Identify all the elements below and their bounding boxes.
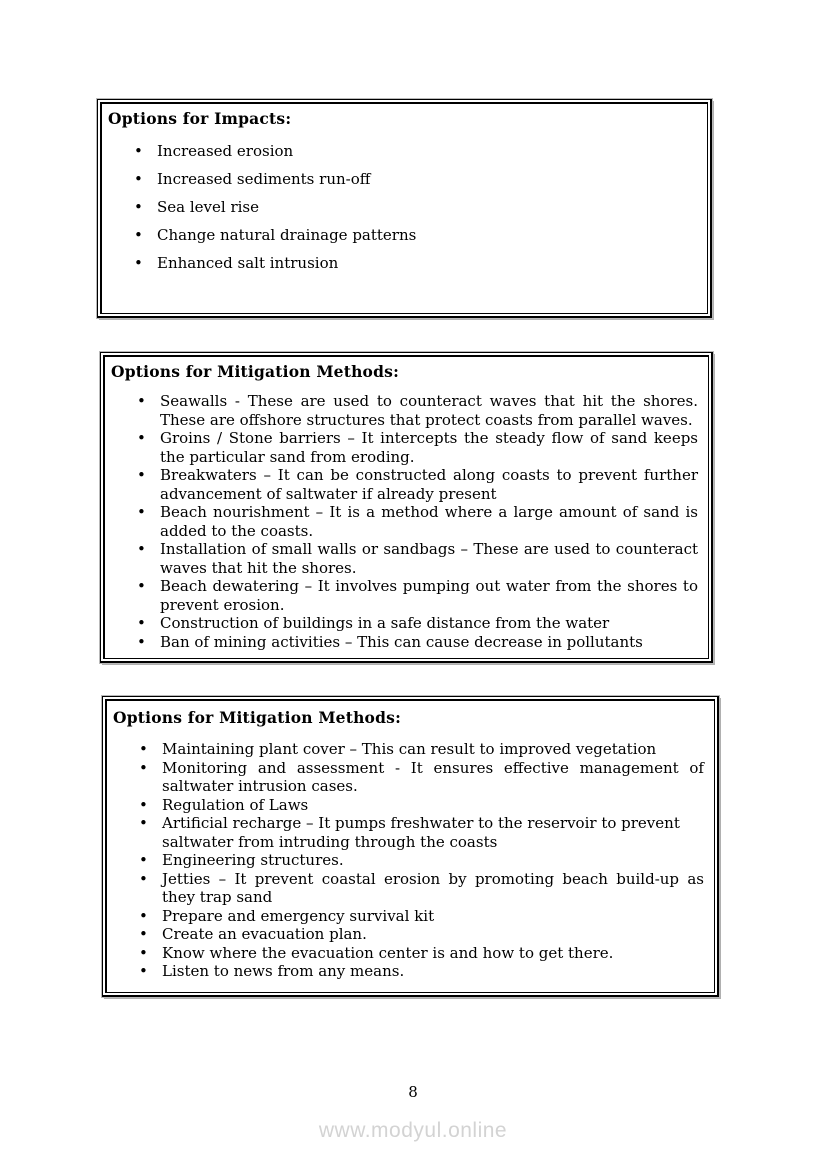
box-title: Options for Impacts: (108, 109, 292, 128)
list-item: • Change natural drainage patterns (108, 221, 699, 249)
list-item: • Sea level rise (108, 193, 699, 221)
bullet-icon: • (137, 577, 146, 595)
mitigation-options-box-1 (100, 352, 713, 663)
list-item: • Monitoring and assessment - It ensures effective management of saltwater intrusion cases. (139, 758, 704, 795)
bullet-icon: • (139, 962, 148, 980)
list-item: • Maintaining plant cover – This can result to improved vegetation (139, 740, 657, 758)
box-title: Options for Mitigation Methods: (111, 362, 399, 381)
list-item: • Construction of buildings in a safe distance from the water (137, 614, 610, 632)
bullet-icon: • (139, 943, 148, 962)
list-item: • Jetties – It prevent coastal erosion by promoting beach build-up as they trap sand (139, 869, 704, 906)
bullet-icon: • (137, 540, 146, 558)
list-item: • Beach dewatering – It involves pumping out water from the shores to prevent erosion. (137, 577, 698, 614)
list-item: • Groins / Stone barriers – It intercepts the steady flow of sand keeps the particular sand from eroding. (137, 429, 698, 466)
watermark: www.modyul.online (318, 1119, 508, 1142)
list-item: • Listen to news from any means. (139, 962, 405, 980)
bullet-icon: • (137, 503, 146, 521)
impacts-list (108, 137, 699, 277)
bullet-icon: • (134, 170, 143, 188)
list-item: • Know where the evacuation center is and how to get there. (139, 943, 614, 962)
list-item: • Artificial recharge – It pumps freshwater to the reservoir to prevent saltwater from intruding through the coasts (139, 814, 680, 851)
bullet-icon: • (139, 925, 148, 943)
bullet-icon: • (139, 906, 148, 925)
list-item: • Create an evacuation plan. (139, 925, 367, 943)
impacts-options-box (97, 99, 712, 318)
mitigation-options-box-1-inner (103, 355, 709, 659)
bullet-icon: • (134, 142, 143, 160)
mitigation-options-box-2-inner (105, 699, 715, 993)
list-item: • Beach nourishment – It is a method where a large amount of sand is added to the coasts. (137, 503, 698, 540)
list-item: • Increased erosion (108, 137, 699, 165)
list-item: • Ban of mining activities – This can cause decrease in pollutants (137, 632, 643, 651)
mitigation-list-2 (113, 740, 706, 981)
bullet-icon: • (139, 851, 148, 869)
bullet-icon: • (139, 869, 148, 888)
mitigation-options-box-2 (102, 696, 719, 997)
bullet-icon: • (137, 466, 146, 484)
bullet-icon: • (134, 226, 143, 244)
mitigation-list-1 (111, 392, 700, 651)
bullet-icon: • (137, 632, 146, 651)
list-item: • Enhanced salt intrusion (108, 249, 699, 277)
list-item: • Breakwaters – It can be constructed along coasts to prevent further advancement of saltwater if already present (137, 466, 698, 503)
list-item: • Regulation of Laws (139, 795, 309, 814)
list-item: • Prepare and emergency survival kit (139, 906, 435, 925)
list-item: • Installation of small walls or sandbags – These are used to counteract waves that hit the shores. (137, 540, 698, 577)
bullet-icon: • (137, 429, 146, 447)
bullet-icon: • (134, 254, 143, 272)
bullet-icon: • (139, 814, 148, 832)
bullet-icon: • (139, 795, 148, 814)
list-item: • Seawalls - These are used to counteract waves that hit the shores. These are offshore structures that protect coasts from parallel waves. (137, 392, 698, 429)
bullet-icon: • (139, 740, 148, 758)
bullet-icon: • (139, 758, 148, 777)
list-item: • Engineering structures. (139, 851, 344, 869)
list-item: • Increased sediments run-off (108, 165, 699, 193)
bullet-icon: • (137, 614, 146, 632)
box-title: Options for Mitigation Methods: (113, 708, 401, 727)
impacts-options-box-inner (100, 102, 708, 314)
page-number: 8 (408, 1083, 418, 1101)
bullet-icon: • (137, 392, 146, 410)
bullet-icon: • (134, 198, 143, 216)
